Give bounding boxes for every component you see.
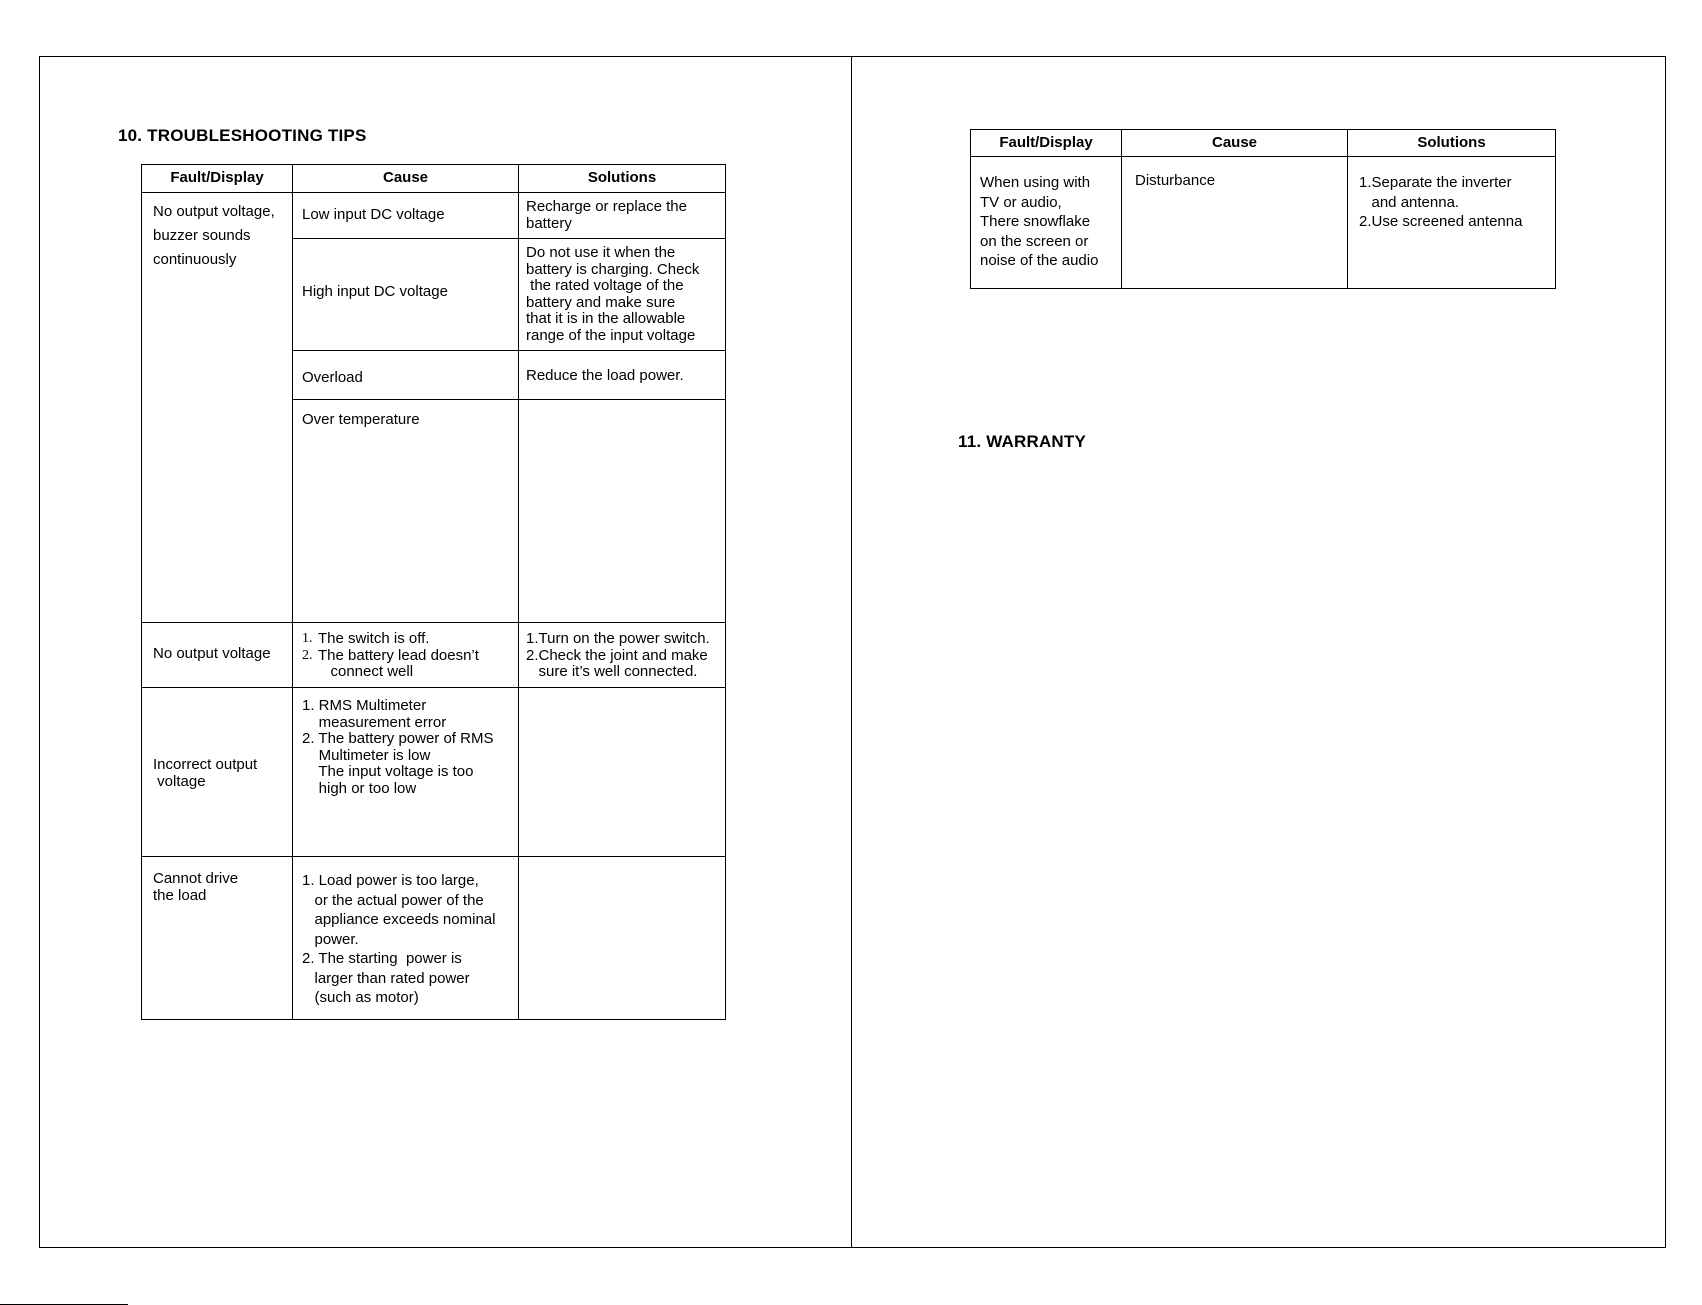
- cause-text: Disturbance: [1135, 172, 1216, 189]
- table-header-row: [971, 130, 1556, 157]
- solution-text: Recharge or replace the battery: [526, 198, 687, 232]
- table-row: [142, 623, 726, 688]
- header-fault-display: Fault/Display: [971, 130, 1122, 157]
- fault-text: When using with TV or audio, There snowflake on the screen or noise of the audio: [980, 174, 1099, 269]
- cause-number: 1.: [302, 631, 313, 646]
- table-row: [971, 157, 1556, 289]
- table-header-row: [142, 165, 726, 193]
- cause-cell: [293, 239, 519, 351]
- page-divider: [851, 56, 852, 1248]
- fault-cell: [142, 857, 293, 1020]
- cause-cell: [1122, 157, 1348, 289]
- cause-text: The switch is off. The battery lead doesn’t connect well: [318, 630, 479, 680]
- fault-text: No output voltage: [153, 645, 271, 662]
- solution-text: Reduce the load power.: [526, 367, 684, 384]
- solution-text: 1.Separate the inverter and antenna. 2.Use screened antenna: [1359, 174, 1523, 230]
- cause-number: 2.: [302, 647, 313, 663]
- cause-text: Overload: [302, 369, 363, 386]
- header-cause: Cause: [1122, 130, 1348, 157]
- troubleshooting-table: [141, 164, 726, 1020]
- section-10-heading: 10. TROUBLESHOOTING TIPS: [118, 126, 367, 145]
- fault-text: Cannot drive the load: [153, 870, 239, 904]
- solution-cell: [519, 400, 726, 623]
- solution-text: Do not use it when the battery is charging. Check the rated voltage of the battery and make sure that it is in the allowable range of the input voltage: [526, 244, 700, 344]
- solution-cell: [1348, 157, 1556, 289]
- cause-text: Low input DC voltage: [302, 206, 445, 223]
- solution-cell: [519, 688, 726, 857]
- header-solutions: Solutions: [519, 165, 726, 193]
- fault-text: No output voltage, buzzer sounds continuously: [153, 203, 275, 268]
- cause-cell: [293, 400, 519, 623]
- cause-cell: [293, 857, 519, 1020]
- solution-cell: [519, 623, 726, 688]
- solution-cell: [519, 351, 726, 400]
- fault-cell: [142, 688, 293, 857]
- header-cause: Cause: [293, 165, 519, 193]
- fault-text: Incorrect output voltage: [153, 756, 258, 790]
- header-solutions: Solutions: [1348, 130, 1556, 157]
- solution-cell: [519, 239, 726, 351]
- cause-cell: [293, 688, 519, 857]
- table-row: [142, 688, 726, 857]
- cause-text: 1. Load power is too large, or the actual power of the appliance exceeds nominal power. 2. The starting power is larger than rated power (such as motor): [302, 872, 496, 1006]
- cause-text: High input DC voltage: [302, 283, 448, 300]
- cause-cell: [293, 623, 519, 688]
- fault-cell: [142, 623, 293, 688]
- cause-cell: [293, 351, 519, 400]
- cause-cell: [293, 193, 519, 239]
- table-row: [142, 857, 726, 1020]
- cause-text: 1. RMS Multimeter measurement error 2. The battery power of RMS Multimeter is low The input voltage is too high or too low: [302, 697, 494, 797]
- table-row: [142, 193, 726, 239]
- solution-text: 1.Turn on the power switch. 2.Check the joint and make sure it’s well connected.: [526, 630, 710, 680]
- section-11-heading: 11. WARRANTY: [958, 432, 1087, 451]
- solution-cell: [519, 193, 726, 239]
- cause-text: Over temperature: [302, 411, 420, 428]
- solution-cell: [519, 857, 726, 1020]
- fault-cell: [142, 193, 293, 623]
- troubleshooting-table-continued: [970, 129, 1556, 289]
- fault-cell: [971, 157, 1122, 289]
- header-fault-display: Fault/Display: [142, 165, 293, 193]
